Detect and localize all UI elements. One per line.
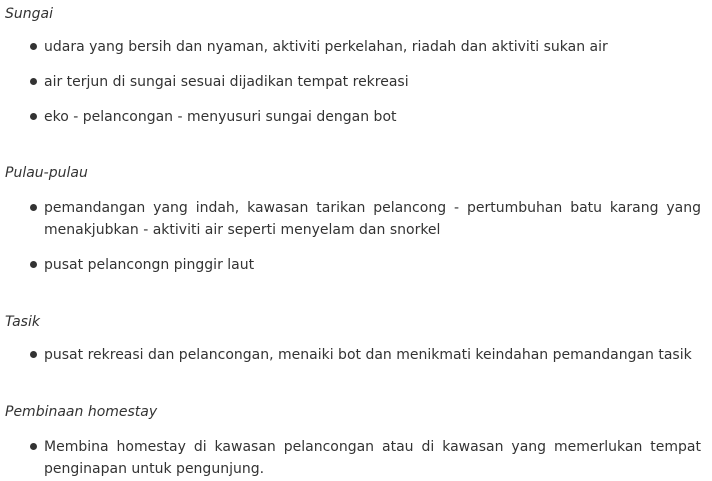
bullet-icon [30,351,37,358]
list-item-text: air terjun di sungai sesuai dijadikan tempat rekreasi [44,74,409,90]
list-item [30,71,701,93]
list-item [30,436,701,480]
list-item-text: pemandangan yang indah, kawasan tarikan pelancong - pertumbuhan batu karang yang menakjubkan - aktiviti air seperti menyelam dan snorkel [44,200,701,238]
section-title-pembinaan-homestay: Pembinaan homestay [5,404,158,420]
list-item [30,344,701,366]
bullet-icon [30,261,37,268]
list-item [30,106,701,128]
bullet-icon [30,113,37,120]
bullet-icon [30,43,37,50]
section-title-sungai: Sungai [5,6,53,22]
list-item [30,197,701,241]
list-item-text: eko - pelancongan - menyusuri sungai dengan bot [44,109,397,125]
bullet-icon [30,443,37,450]
list-item-text: pusat pelancongn pinggir laut [44,257,255,273]
list-item-text: pusat rekreasi dan pelancongan, menaiki bot dan menikmati keindahan pemandangan tasik [44,347,692,363]
list-item [30,36,701,58]
section-title-tasik: Tasik [5,314,40,330]
list-item-text: udara yang bersih dan nyaman, aktiviti perkelahan, riadah dan aktiviti sukan air [44,39,608,55]
bullet-icon [30,204,37,211]
list-item-text: Membina homestay di kawasan pelancongan atau di kawasan yang memerlukan tempat penginapan untuk pengunjung. [44,439,701,477]
section-title-pulau-pulau: Pulau-pulau [5,165,88,181]
bullet-icon [30,78,37,85]
list-item [30,254,701,276]
